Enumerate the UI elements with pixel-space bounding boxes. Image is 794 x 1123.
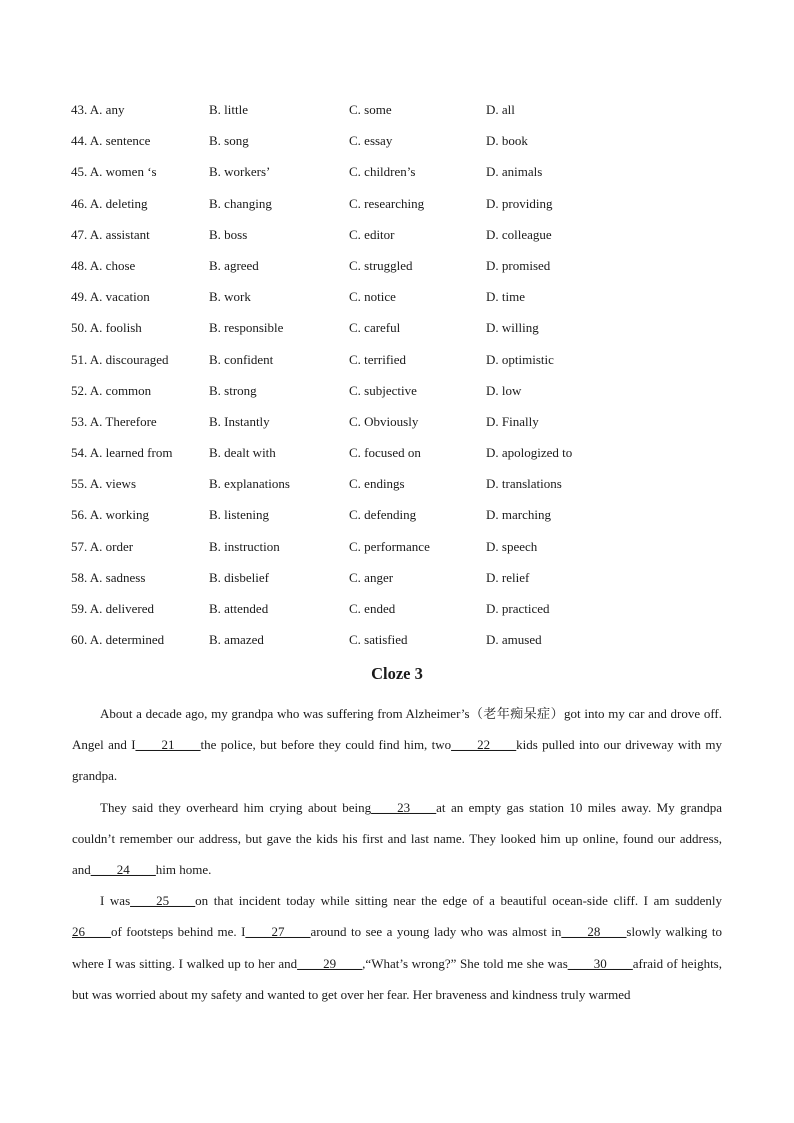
passage-text: the police, but before they could find him, two bbox=[200, 737, 452, 753]
option-c: C. satisfied bbox=[349, 632, 408, 648]
passage-text: About a decade ago, my grandpa who was suffering from Alzheimer’s（老年痴呆症）got into my car and drove off. Angel and I bbox=[72, 706, 722, 753]
option-d: D. all bbox=[486, 102, 515, 117]
option-d: D. Finally bbox=[486, 413, 539, 429]
option-b: B. Instantly bbox=[209, 413, 270, 429]
passage-text: on that incident today while sitting near the edge of a beautiful ocean-side cliff. I am suddenly bbox=[195, 893, 722, 909]
option-d: D. relief bbox=[486, 569, 530, 585]
option-d: D. amused bbox=[486, 632, 542, 648]
option-a: 47. A. assistant bbox=[71, 226, 150, 242]
option-c: C. ended bbox=[349, 601, 396, 616]
option-b: B. little bbox=[209, 102, 248, 117]
option-b: B. agreed bbox=[209, 257, 259, 273]
option-a: 56. A. working bbox=[71, 507, 149, 523]
paragraph bbox=[72, 792, 722, 886]
option-c: C. anger bbox=[349, 569, 394, 585]
option-d: D. speech bbox=[486, 538, 538, 554]
option-b: B. boss bbox=[209, 226, 248, 242]
option-b: B. amazed bbox=[209, 632, 264, 648]
option-a: 51. A. discouraged bbox=[71, 351, 169, 367]
blank-21: ____21____ bbox=[135, 737, 201, 753]
option-c: C. subjective bbox=[349, 382, 417, 398]
passage-text: at an empty gas station 10 miles away. My grandpa couldn’t remember our address, but gave the kids his first and last name. They looked him up online, found our address, and bbox=[72, 799, 722, 878]
option-c: C. editor bbox=[349, 226, 395, 242]
blank-27: ____27____ bbox=[245, 924, 311, 940]
option-c: C. Obviously bbox=[349, 413, 419, 429]
option-c: C. struggled bbox=[349, 257, 413, 273]
option-a: 54. A. learned from bbox=[71, 445, 173, 461]
option-c: C. notice bbox=[349, 289, 396, 305]
option-c: C. children’s bbox=[349, 164, 416, 180]
option-b: B. disbelief bbox=[209, 569, 269, 585]
option-a: 45. A. women ‘s bbox=[71, 164, 157, 180]
paragraph bbox=[72, 698, 722, 792]
option-a: 46. A. deleting bbox=[71, 195, 148, 211]
option-d: D. promised bbox=[486, 257, 551, 273]
option-b: B. dealt with bbox=[209, 445, 276, 461]
option-a: 44. A. sentence bbox=[71, 133, 151, 149]
option-c: C. some bbox=[349, 102, 392, 117]
option-a: 55. A. views bbox=[71, 476, 136, 492]
option-a: 49. A. vacation bbox=[71, 289, 150, 305]
option-b: B. work bbox=[209, 289, 251, 305]
passage-text: around to see a young lady who was almost in bbox=[310, 924, 562, 940]
option-d: D. marching bbox=[486, 507, 551, 523]
option-a: 58. A. sadness bbox=[71, 569, 146, 585]
passage-text: afraid of heights, but was worried about my safety and wanted to get over her fear. Her braveness and kindness truly warmed bbox=[72, 955, 722, 1002]
option-d: D. time bbox=[486, 289, 525, 305]
option-c: C. defending bbox=[349, 507, 417, 523]
paragraph bbox=[72, 885, 722, 1010]
blank-26: 26____ bbox=[72, 924, 111, 940]
passage-text: slowly walking to where I was sitting. I walked up to her and bbox=[72, 924, 723, 971]
option-a: 52. A. common bbox=[71, 382, 152, 398]
option-c: C. endings bbox=[349, 476, 405, 492]
passage-text: him home. bbox=[155, 862, 212, 878]
passage-text: They said they overheard him crying about being bbox=[100, 799, 372, 815]
option-a: 50. A. foolish bbox=[71, 320, 142, 336]
option-b: B. listening bbox=[209, 507, 269, 523]
blank-28: ____28____ bbox=[561, 924, 627, 940]
passage-text: kids pulled into our driveway with my grandpa. bbox=[72, 737, 722, 784]
option-b: B. responsible bbox=[209, 320, 284, 336]
option-b: B. changing bbox=[209, 195, 272, 211]
option-c: C. researching bbox=[349, 195, 425, 211]
cloze-passage bbox=[72, 698, 722, 1010]
option-b: B. workers’ bbox=[209, 164, 271, 180]
option-a: 53. A. Therefore bbox=[71, 413, 157, 429]
option-b: B. instruction bbox=[209, 538, 280, 554]
option-b: B. song bbox=[209, 133, 249, 149]
option-d: D. optimistic bbox=[486, 351, 554, 367]
option-c: C. terrified bbox=[349, 351, 407, 367]
option-c: C. focused on bbox=[349, 445, 421, 461]
passage-text: I was bbox=[100, 893, 131, 909]
option-d: D. providing bbox=[486, 195, 553, 211]
option-d: D. low bbox=[486, 382, 522, 398]
option-b: B. explanations bbox=[209, 476, 290, 492]
option-d: D. book bbox=[486, 133, 528, 149]
blank-29: ____29____ bbox=[297, 955, 363, 971]
option-d: D. practiced bbox=[486, 601, 550, 616]
option-a: 59. A. delivered bbox=[71, 601, 155, 616]
option-a: 57. A. order bbox=[71, 538, 134, 554]
option-d: D. animals bbox=[486, 164, 543, 180]
option-c: C. careful bbox=[349, 320, 401, 336]
option-a: 43. A. any bbox=[71, 102, 125, 117]
option-d: D. willing bbox=[486, 320, 539, 336]
blank-25: ____25____ bbox=[130, 893, 196, 909]
blank-22: ____22____ bbox=[451, 737, 517, 753]
option-d: D. translations bbox=[486, 476, 562, 492]
option-b: B. confident bbox=[209, 351, 274, 367]
blank-30: ____30____ bbox=[567, 955, 633, 971]
option-d: D. colleague bbox=[486, 226, 552, 242]
section-title: Cloze 3 bbox=[371, 664, 423, 683]
passage-text: ,“What’s wrong?” She told me she was bbox=[362, 955, 568, 971]
option-a: 48. A. chose bbox=[71, 257, 136, 273]
option-a: 60. A. determined bbox=[71, 632, 165, 648]
option-c: C. essay bbox=[349, 133, 393, 149]
blank-23: ____23____ bbox=[371, 799, 437, 815]
passage-text: of footsteps behind me. I bbox=[111, 924, 246, 940]
option-b: B. attended bbox=[209, 601, 269, 616]
option-b: B. strong bbox=[209, 382, 257, 398]
blank-24: ____24____ bbox=[90, 862, 156, 878]
option-d: D. apologized to bbox=[486, 445, 573, 461]
option-c: C. performance bbox=[349, 538, 430, 554]
